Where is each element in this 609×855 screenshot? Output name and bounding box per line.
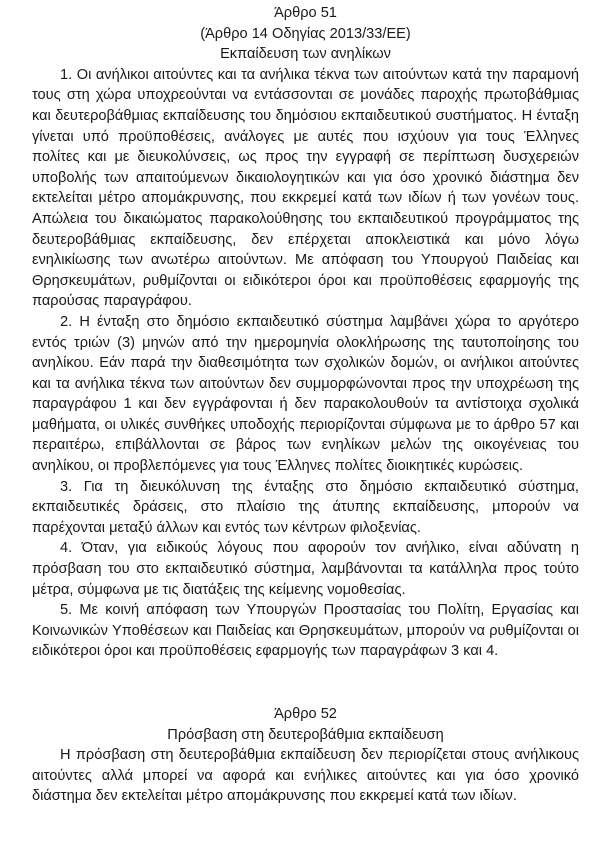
article-51 [32, 3, 579, 662]
article-52-title: Πρόσβαση στη δευτεροβάθμια εκπαίδευση [167, 726, 444, 743]
article-51-paragraph-2: 2. Η ένταξη στο δημόσιο εκπαιδευτικό σύστημα λαμβάνει χώρα το αργότερο εντός τριών (3) μηνών από την ημερομηνία ολοκλήρωσης της ταυτοποίησης του ανηλίκου. Εάν παρά την διαθεσιμότητα των σχολικών δομών, οι ανήλικοι αιτούντες και τα ανήλικα τέκνα των αιτούντων δεν συμμορφώνονται προς την υποχρέωση της παραγράφου 1 και δεν εγγράφονται ή δεν παρακολουθούν τα αντίστοιχα σχολικά μαθήματα, οι υλικές συνθήκες υποδοχής περιορίζονται σύμφωνα με το άρθρο 57 και περαιτέρω, επιβάλλονται σε βάρος των ενηλίκων μελών της οικογένειας του ανηλίκου, οι προβλεπόμενες για τους Έλληνες πολίτες διοικητικές κυρώσεις. [32, 313, 579, 475]
article-51-subheading: (Άρθρο 14 Οδηγίας 2013/33/ΕΕ) [200, 25, 411, 42]
article-52-heading: Άρθρο 52 [274, 706, 337, 722]
article-51-title: Εκπαίδευση των ανηλίκων [220, 46, 391, 63]
article-51-paragraph-3: 3. Για τη διευκόλυνση της ένταξης στο δημόσιο εκπαιδευτικό σύστημα, εκπαιδευτικές δράσεις, στο πλαίσιο της άτυπης εκπαίδευσης, μπορούν να παρέχονται μεταξύ άλλων και εντός των κέντρων φιλοξενίας. [32, 478, 579, 536]
article-separator [32, 662, 579, 704]
article-51-heading: Άρθρο 51 [274, 5, 337, 21]
article-51-paragraph-1: 1. Οι ανήλικοι αιτούντες και τα ανήλικα τέκνα των αιτούντων κατά την παραμονή τους στη χώρα υποχρεούνται να εντάσσονται σε μονάδες παροχής πρωτοβάθμιας και δευτεροβάθμιας εκπαίδευσης του δημόσιου εκπαιδευτικού συστήματος. Η ένταξη γίνεται υπό προϋποθέσεις, ανάλογες με αυτές που ισχύουν για τους Έλληνες πολίτες και με διευκολύνσεις, ως προς την εγγραφή σε περίπτωση δυσχερειών υποβολής των απαιτούμενων δικαιολογητικών και για όσο χρονικό διάστημα δεν εκτελείται μέτρο απομάκρυνσης, που εκκρεμεί κατά των ιδίων ή των γονέων τους. Απώλεια του δικαιώματος παρακολούθησης του εκπαιδευτικού προγράμματος της δευτεροβάθμιας εκπαίδευσης, δεν επέρχεται αποκλειστικά και μόνο λόγω ενηλικίωσης των ανωτέρω αιτούντων. Με απόφαση του Υπουργού Παιδείας και Θρησκευμάτων, ρυθμίζονται οι ειδικότεροι όροι και προϋποθέσεις εφαρμογής της παρούσας παραγράφου. [32, 66, 579, 310]
article-52-paragraph: Η πρόσβαση στη δευτεροβάθμια εκπαίδευση δεν περιορίζεται στους ανήλικους αιτούντες αλλά μπορεί να αφορά και ενήλικες αιτούντες και για όσο χρονικό διάστημα δεν εκτελείται μέτρο απομάκρυνσης που εκκρεμεί κατά των ιδίων. [32, 747, 579, 805]
article-52 [32, 704, 579, 807]
article-51-paragraph-4: 4. Όταν, για ειδικούς λόγους που αφορούν τον ανήλικο, είναι αδύνατη η πρόσβαση του στο εκπαιδευτικό σύστημα, λαμβάνονται τα κατάλληλα προς τούτο μέτρα, σύμφωνα με τις διατάξεις της κείμενης νομοθεσίας. [32, 540, 579, 598]
article-51-paragraph-5: 5. Με κοινή απόφαση των Υπουργών Προστασίας του Πολίτη, Εργασίας και Κοινωνικών Υποθέσεων και Παιδείας και Θρησκευμάτων, μπορούν να ρυθμίζονται οι ειδικότεροι όροι και προϋποθέσεις εφαρμογής των παραγράφων 3 και 4. [32, 602, 579, 660]
